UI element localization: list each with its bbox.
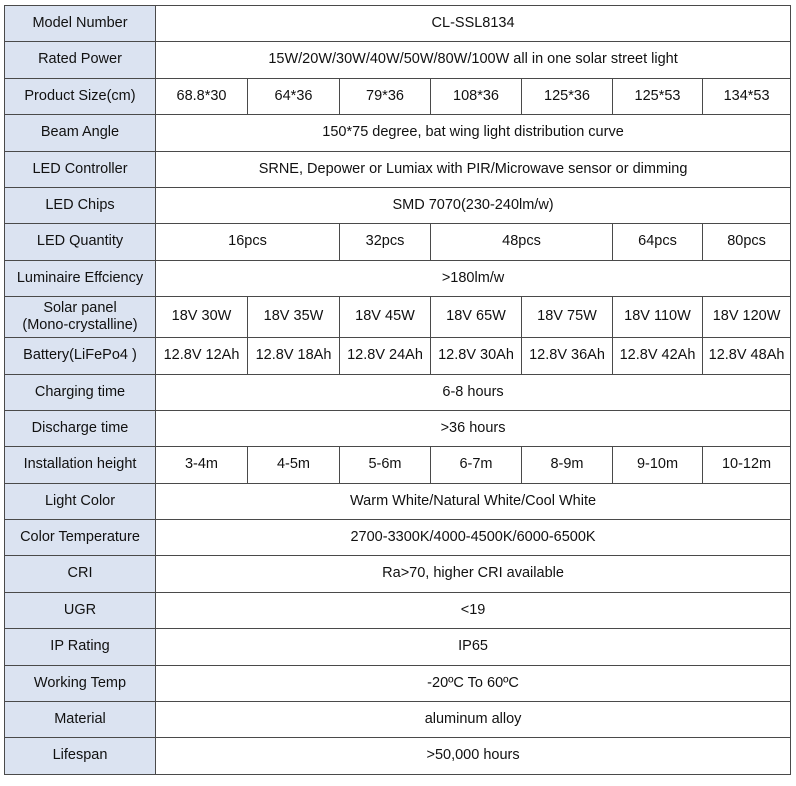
row-battery [5,338,791,374]
solar-panel-cell: 18V 120W [703,297,791,338]
value-ugr: <19 [156,592,791,628]
row-light-color [5,483,791,519]
label-product-size: Product Size(cm) [5,78,156,114]
product-size-cell: 68.8*30 [156,78,248,114]
row-luminaire-efficiency [5,260,791,296]
solar-panel-cell: 18V 110W [613,297,703,338]
product-size-cell: 134*53 [703,78,791,114]
battery-cell: 12.8V 18Ah [248,338,340,374]
installation-height-cell: 9-10m [613,447,703,483]
row-led-chips [5,187,791,223]
solar-panel-cell: 18V 65W [431,297,522,338]
row-cri [5,556,791,592]
row-model-number [5,6,791,42]
row-led-quantity [5,224,791,260]
row-charging-time [5,374,791,410]
battery-cell: 12.8V 36Ah [522,338,613,374]
battery-cell: 12.8V 48Ah [703,338,791,374]
label-color-temperature: Color Temperature [5,520,156,556]
value-working-temp: -20ºC To 60ºC [156,665,791,701]
label-solar-panel [5,297,156,338]
value-discharge-time: >36 hours [156,410,791,446]
label-solar-panel-line2: (Mono-crystalline) [22,317,138,334]
value-model-number: CL-SSL8134 [156,6,791,42]
product-size-cell: 79*36 [340,78,431,114]
label-cri: CRI [5,556,156,592]
label-lifespan: Lifespan [5,738,156,774]
led-quantity-cell: 64pcs [613,224,703,260]
label-discharge-time: Discharge time [5,410,156,446]
label-led-quantity: LED Quantity [5,224,156,260]
led-quantity-cell: 48pcs [431,224,613,260]
label-ip-rating: IP Rating [5,629,156,665]
value-light-color: Warm White/Natural White/Cool White [156,483,791,519]
battery-cell: 12.8V 24Ah [340,338,431,374]
value-rated-power: 15W/20W/30W/40W/50W/80W/100W all in one solar street light [156,42,791,78]
battery-cell: 12.8V 42Ah [613,338,703,374]
product-size-cell: 64*36 [248,78,340,114]
installation-height-cell: 5-6m [340,447,431,483]
row-working-temp [5,665,791,701]
row-lifespan [5,738,791,774]
solar-panel-cell: 18V 45W [340,297,431,338]
label-solar-panel-line1: Solar panel [43,299,117,316]
value-color-temperature: 2700-3300K/4000-4500K/6000-6500K [156,520,791,556]
value-led-controller: SRNE, Depower or Lumiax with PIR/Microwave sensor or dimming [156,151,791,187]
row-ip-rating [5,629,791,665]
led-quantity-cell: 16pcs [156,224,340,260]
label-model-number: Model Number [5,6,156,42]
installation-height-cell: 8-9m [522,447,613,483]
label-battery: Battery(LiFePo4 ) [5,338,156,374]
label-charging-time: Charging time [5,374,156,410]
row-product-size [5,78,791,114]
value-lifespan: >50,000 hours [156,738,791,774]
value-cri: Ra>70, higher CRI available [156,556,791,592]
product-size-cell: 108*36 [431,78,522,114]
value-ip-rating: IP65 [156,629,791,665]
value-luminaire-efficiency: >180lm/w [156,260,791,296]
row-led-controller [5,151,791,187]
row-installation-height [5,447,791,483]
installation-height-cell: 6-7m [431,447,522,483]
label-luminaire-efficiency: Luminaire Effciency [5,260,156,296]
value-charging-time: 6-8 hours [156,374,791,410]
battery-cell: 12.8V 30Ah [431,338,522,374]
label-light-color: Light Color [5,483,156,519]
label-beam-angle: Beam Angle [5,115,156,151]
value-led-chips: SMD 7070(230-240lm/w) [156,187,791,223]
battery-cell: 12.8V 12Ah [156,338,248,374]
label-led-chips: LED Chips [5,187,156,223]
row-discharge-time [5,410,791,446]
value-beam-angle: 150*75 degree, bat wing light distribution curve [156,115,791,151]
row-color-temperature [5,520,791,556]
led-quantity-cell: 80pcs [703,224,791,260]
label-ugr: UGR [5,592,156,628]
installation-height-cell: 4-5m [248,447,340,483]
value-material: aluminum alloy [156,702,791,738]
row-ugr [5,592,791,628]
solar-panel-cell: 18V 35W [248,297,340,338]
label-installation-height: Installation height [5,447,156,483]
row-rated-power [5,42,791,78]
label-working-temp: Working Temp [5,665,156,701]
product-size-cell: 125*53 [613,78,703,114]
label-led-controller: LED Controller [5,151,156,187]
row-solar-panel [5,297,791,338]
led-quantity-cell: 32pcs [340,224,431,260]
spec-table [4,5,791,775]
label-rated-power: Rated Power [5,42,156,78]
solar-panel-cell: 18V 30W [156,297,248,338]
label-material: Material [5,702,156,738]
solar-panel-cell: 18V 75W [522,297,613,338]
installation-height-cell: 3-4m [156,447,248,483]
row-beam-angle [5,115,791,151]
installation-height-cell: 10-12m [703,447,791,483]
product-size-cell: 125*36 [522,78,613,114]
row-material [5,702,791,738]
